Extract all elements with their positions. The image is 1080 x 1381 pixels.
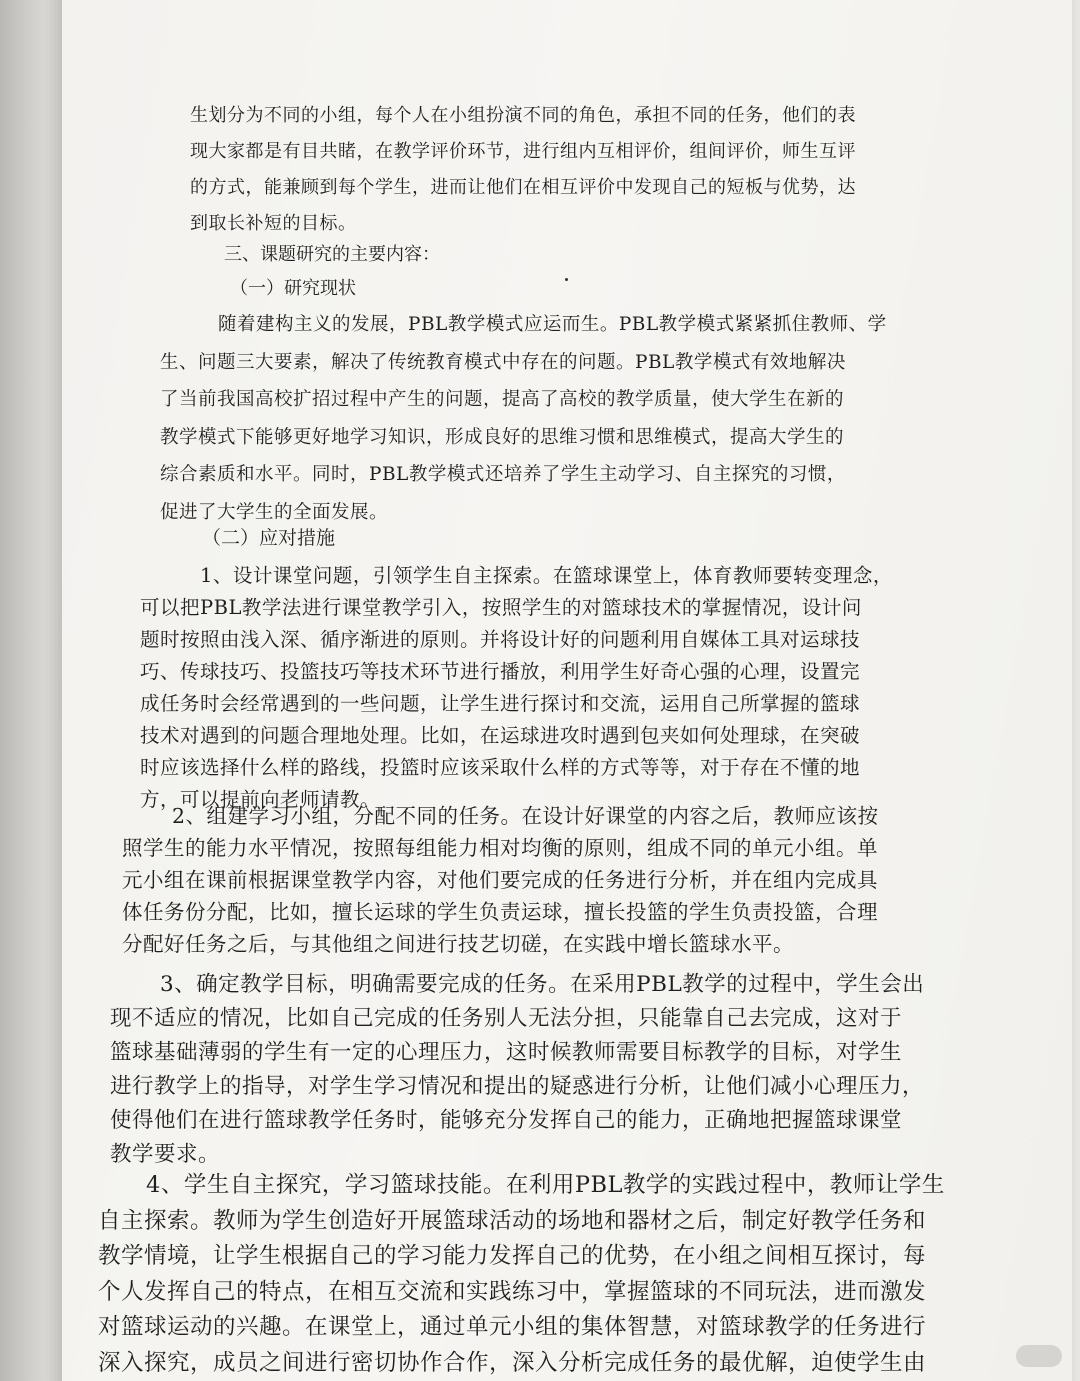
text-line: 深入探究，成员之间进行密切协作合作，深入分析完成任务的最优解，迫使学生由 [98,1349,927,1376]
text-line: 元小组在课前根据课堂教学内容，对他们要完成的任务进行分析，并在组内完成具 [122,868,878,892]
text-line: 了当前我国高校扩招过程中产生的问题，提高了高校的教学质量，使大学生在新的 [160,389,845,410]
text-line: 篮球基础薄弱的学生有一定的心理压力，这时候教师需要目标教学的目标，对学生 [110,1040,903,1065]
text-line: 时应该选择什么样的路线，投篮时应该采取什么样的方式等等，对于存在不懂的地 [140,756,861,779]
text-line: 成任务时会经常遇到的一些问题，让学生进行探讨和交流，运用自己所掌握的篮球 [140,692,861,715]
text-line: 生划分为不同的小组，每个人在小组扮演不同的角色，承担不同的任务，他们的表 [190,105,856,126]
text-line: 进行教学上的指导，对学生学习情况和提出的疑惑进行分析，让他们减小心理压力， [110,1074,925,1099]
text-line: 现不适应的情况，比如自己完成的任务别人无法分担，只能靠自己去完成，这对于 [110,1006,903,1031]
text-line: 分配好任务之后，与其他组之间进行技艺切磋，在实践中增长篮球水平。 [122,932,794,956]
text-line: 随着建构主义的发展，PBL教学模式应运而生。PBL教学模式紧紧抓住教师、学 [218,314,887,335]
text-line: 巧、传球技巧、投篮技巧等技术环节进行播放，利用学生好奇心强的心理，设置完 [140,660,861,683]
text-line: 教学要求。 [110,1142,221,1167]
text-line: 促进了大学生的全面发展。 [160,501,389,523]
text-line: 1、设计课堂问题，引领学生自主探索。在篮球课堂上，体育教师要转变理念， [200,564,893,587]
document-page [62,0,1072,1381]
text-line: 现大家都是有目共睹，在教学评价环节，进行组内互相评价，组间评价，师生互评 [190,141,856,162]
subheading-countermeasures: （二）应对措施 [202,527,336,549]
text-line: 技术对遇到的问题合理地处理。比如，在运球进攻时遇到包夹如何处理球，在突破 [140,724,861,747]
speck-mark [565,278,568,281]
text-line: 生、问题三大要素，解决了传统教育模式中存在的问题。PBL教学模式有效地解决 [160,351,846,373]
paragraph-measure-1 [140,560,893,816]
text-line: 照学生的能力水平情况，按照每组能力相对均衡的原则，组成不同的单元小组。单 [122,836,878,860]
text-line: 教学模式下能够更好地学习知识，形成良好的思维习惯和思维模式，提高大学生的 [160,426,845,448]
text-line: 的方式，能兼顾到每个学生，进而让他们在相互评价中发现自己的短板与优势，达 [190,177,856,198]
text-line: 4、学生自主探究，学习篮球技能。在利用PBL教学的实践过程中，教师让学生 [146,1172,945,1198]
text-line: 使得他们在进行篮球教学任务时，能够充分发挥自己的能力，正确地把握篮球课堂 [110,1108,903,1133]
text-line: 方，可以提前向老师请教。 [140,788,381,811]
paragraph-measure-3 [110,968,924,1172]
text-line: 可以把PBL教学法进行课堂教学引入，按照学生的对篮球技术的掌握情况，设计问 [140,596,862,619]
paragraph-measure-4 [98,1168,945,1381]
paragraph-measure-2 [122,800,879,960]
subheading-research-status: （一）研究现状 [230,278,356,299]
text-line: 对篮球运动的兴趣。在课堂上，通过单元小组的集体智慧，对篮球教学的任务进行 [98,1314,927,1340]
paragraph-research-status [160,306,887,531]
watermark-badge [1016,1345,1062,1367]
text-line: 个人发挥自己的特点，在相互交流和实践练习中，掌握篮球的不同玩法，进而激发 [98,1278,927,1305]
section-heading: 三、课题研究的主要内容： [224,244,440,265]
text-line: 自主探索。教师为学生创造好开展篮球活动的场地和器材之后，制定好教学任务和 [98,1207,927,1234]
text-line: 综合素质和水平。同时，PBL教学模式还培养了学生主动学习、自主探究的习惯， [160,464,846,485]
text-line: 教学情境，让学生根据自己的学习能力发挥自己的优势，在小组之间相互探讨，每 [98,1243,927,1269]
text-line: 到取长补短的目标。 [190,213,357,234]
text-line: 3、确定教学目标，明确需要完成的任务。在采用PBL教学的过程中，学生会出 [160,972,925,997]
text-line: 体任务份分配，比如，擅长运球的学生负责运球，擅长投篮的学生负责投篮，合理 [122,900,878,924]
text-line: 题时按照由浅入深、循序渐进的原则。并将设计好的问题利用自媒体工具对运球技 [140,628,861,651]
paragraph-intro [190,98,856,242]
text-line: 2、组建学习小组，分配不同的任务。在设计好课堂的内容之后，教师应该按 [172,804,879,828]
